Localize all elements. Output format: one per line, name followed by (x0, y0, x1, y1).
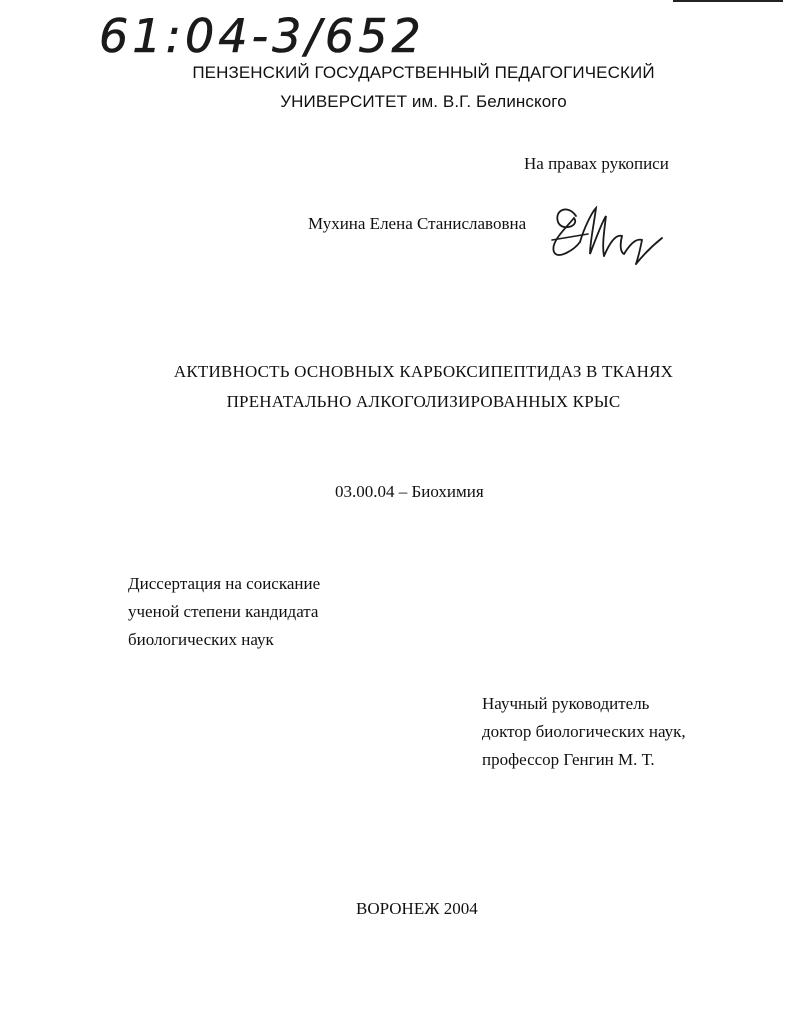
dissertation-title-line2: ПРЕНАТАЛЬНО АЛКОГОЛИЗИРОВАННЫХ КРЫС (226, 392, 621, 411)
supervisor-block (482, 690, 686, 774)
author-signature (540, 198, 670, 278)
university-name-line2: УНИВЕРСИТЕТ им. В.Г. Белинского (280, 92, 567, 111)
specialty-code: 03.00.04 – Биохимия (335, 482, 484, 501)
city-year: ВОРОНЕЖ 2004 (356, 899, 478, 918)
handwritten-archive-code (95, 4, 440, 64)
author-name: Мухина Елена Станиславовна (308, 214, 527, 233)
supervisor-line2: доктор биологических наук, (482, 722, 686, 741)
degree-line2: ученой степени кандидата (128, 602, 319, 621)
supervisor-line3: профессор Генгин М. Т. (482, 750, 655, 769)
supervisor-line1: Научный руководитель (482, 694, 650, 713)
dissertation-degree-block (128, 570, 320, 654)
university-name-line1: ПЕНЗЕНСКИЙ ГОСУДАРСТВЕННЫЙ ПЕДАГОГИЧЕСКИЙ (192, 63, 655, 82)
rights-notice: На правах рукописи (524, 154, 669, 173)
archive-code-text: 61:04-3/652 (99, 9, 425, 63)
signature-svg (540, 198, 670, 278)
handwritten-code-svg (95, 4, 440, 64)
dissertation-title-line1: АКТИВНОСТЬ ОСНОВНЫХ КАРБОКСИПЕПТИДАЗ В ТКАНЯХ (173, 362, 674, 381)
degree-line3: биологических наук (128, 630, 274, 649)
degree-line1: Диссертация на соискание (128, 574, 321, 593)
top-edge-rule (673, 0, 783, 2)
